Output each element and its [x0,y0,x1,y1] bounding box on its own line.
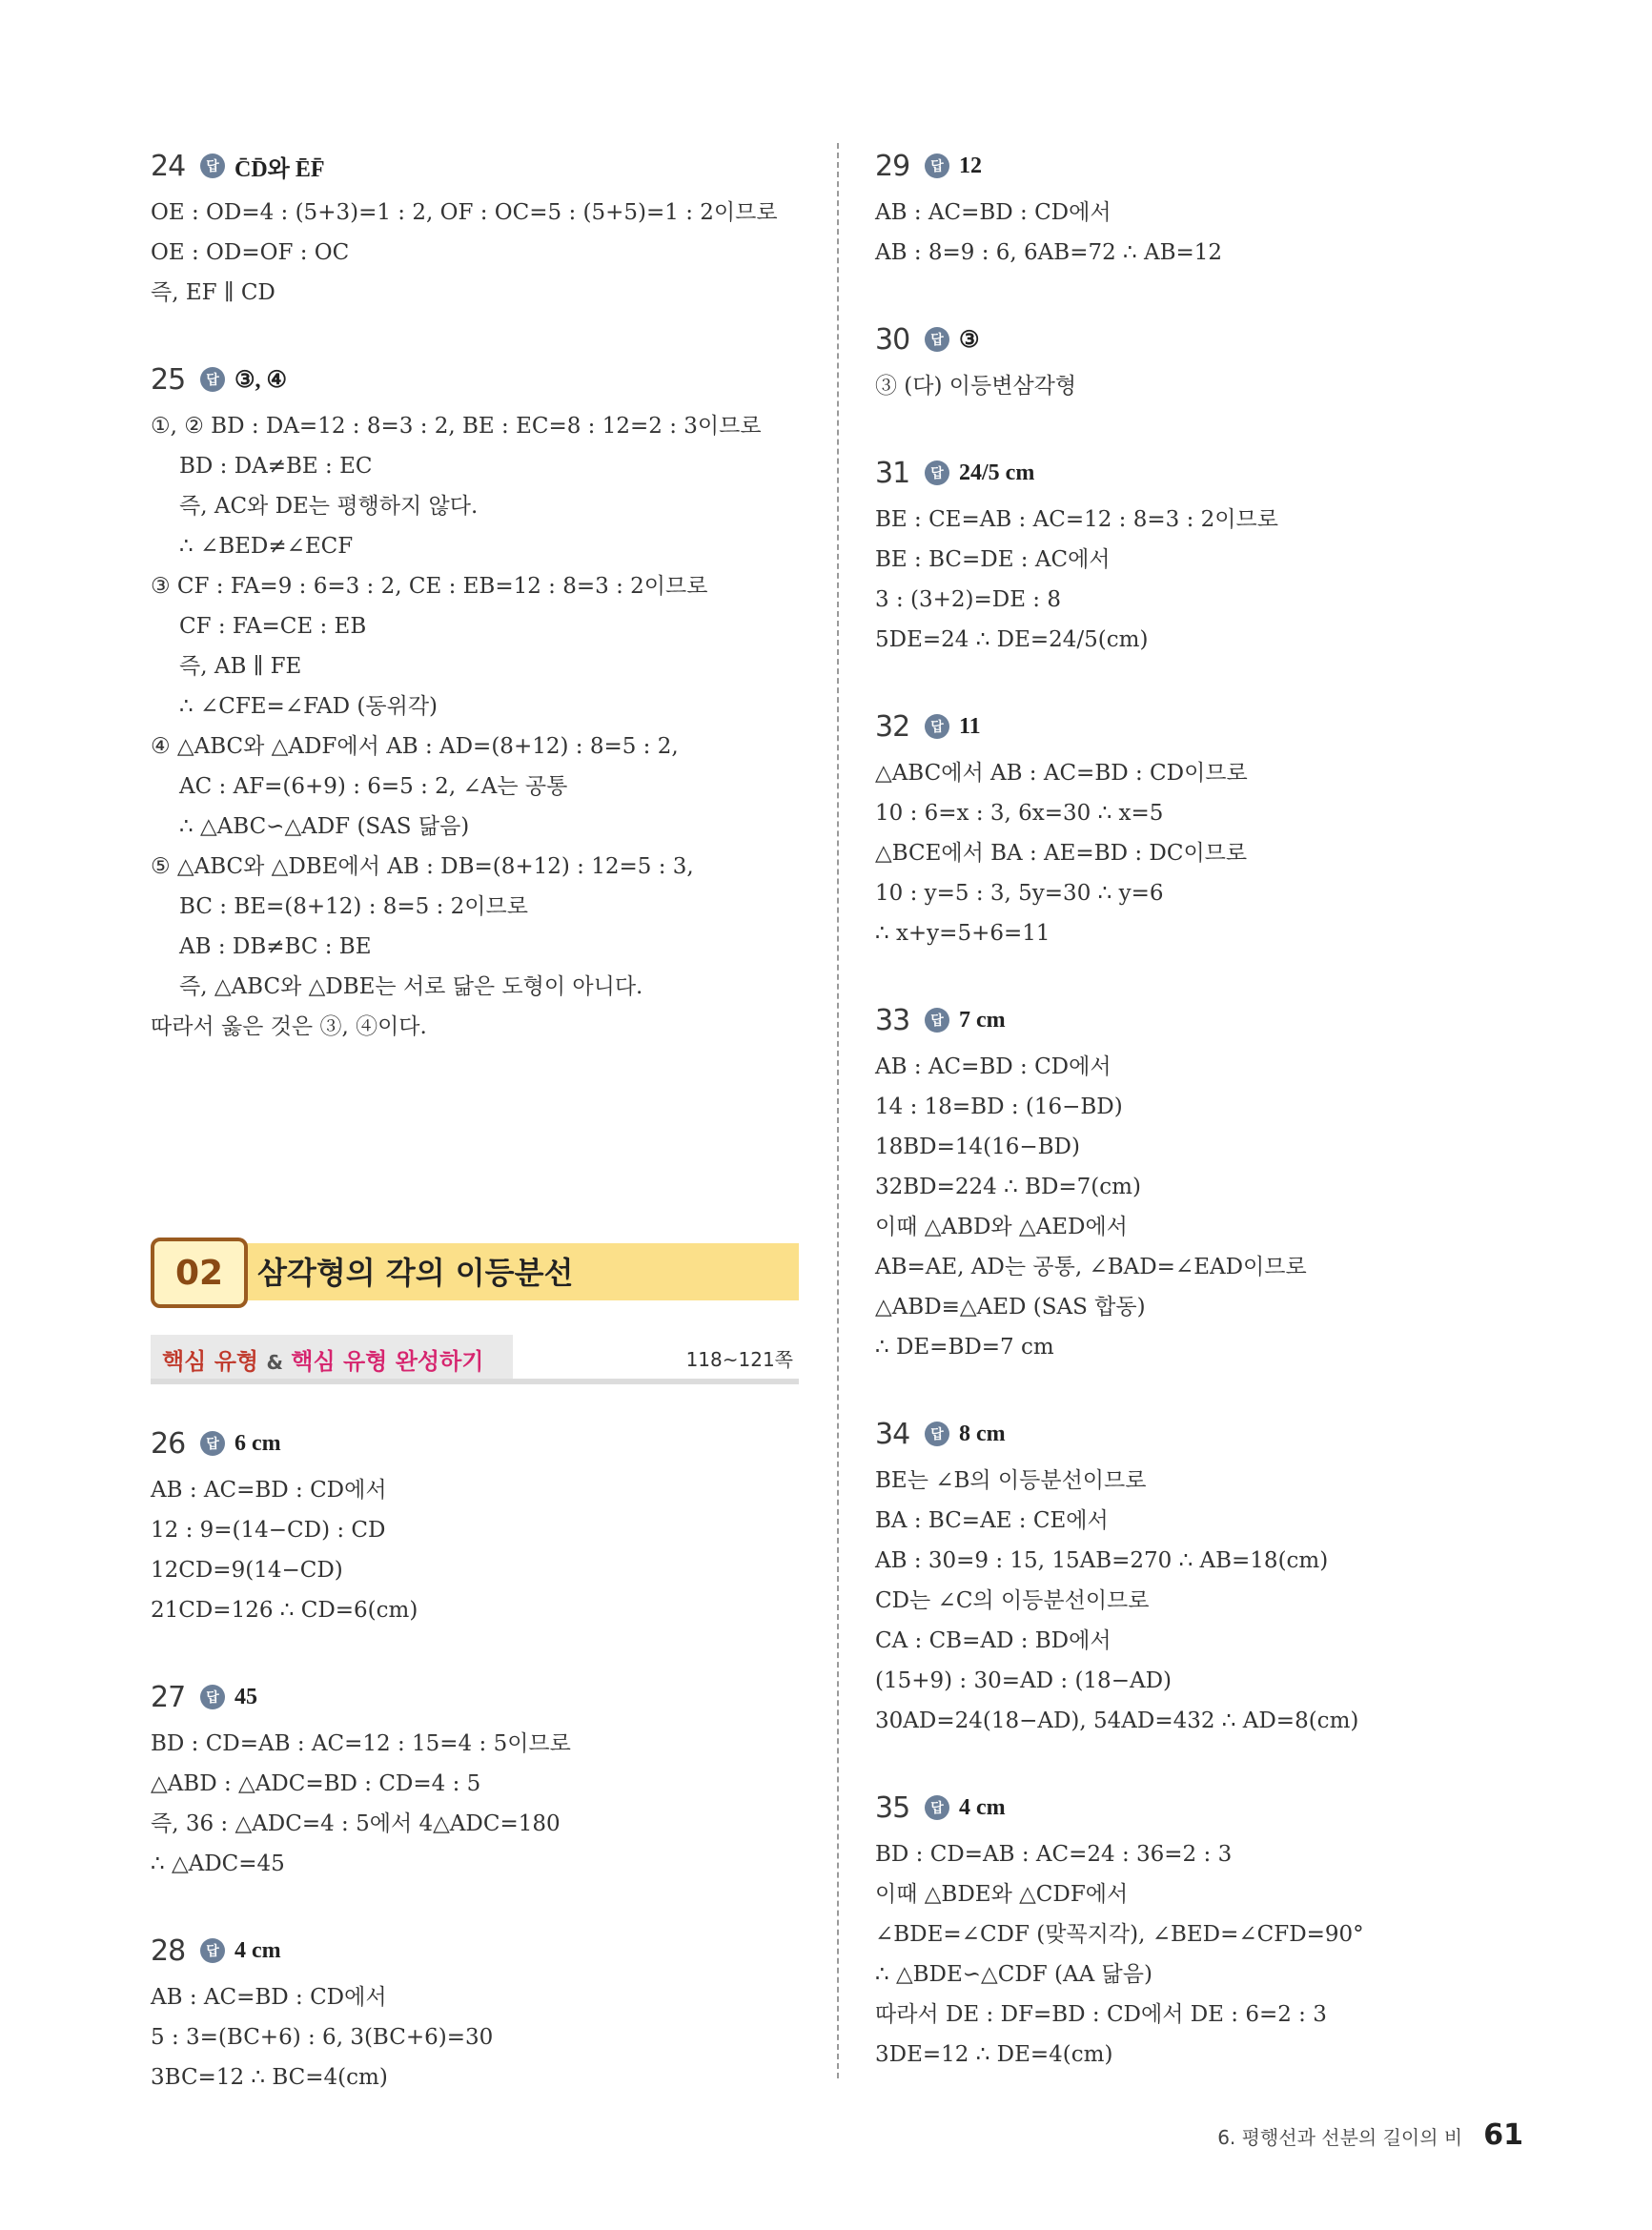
answer-badge-icon: 답 [925,327,949,352]
solution-line: CA : CB=AD : BD에서 [875,1628,1112,1653]
solution-line: ∴ x+y=5+6=11 [875,921,1050,946]
solution-line: 21CD=126 ∴ CD=6(cm) [151,1598,418,1623]
solution-line: ∴ DE=BD=7 cm [875,1335,1054,1360]
problem-number: 28 [151,1933,186,1968]
answer-text: C̄D̄와 ĒF̄ [235,156,325,182]
problem-header [151,1674,799,1720]
solution-line: ∠BDE=∠CDF (맞꼭지각), ∠BED=∠CFD=90° [875,1922,1364,1947]
answer-badge-icon: 답 [200,1685,225,1709]
solution-line: ∴ ∠BED≠∠ECF [179,534,354,559]
problem-number: 34 [875,1417,910,1451]
problem-number: 35 [875,1790,910,1825]
problem-number: 26 [151,1426,186,1461]
subsection-tab-label [162,1342,483,1376]
solution-line: AB : 8=9 : 6, 6AB=72 ∴ AB=12 [875,240,1223,265]
solution-line: OE : OD=OF : OC [151,240,350,265]
solution-line: 10 : y=5 : 3, 5y=30 ∴ y=6 [875,881,1164,906]
solution-line: 즉, △ABC와 △DBE는 서로 닮은 도형이 아니다. [179,974,643,999]
answer-text: ③, ④ [235,367,288,393]
solution-line: 따라서 DE : DF=BD : CD에서 DE : 6=2 : 3 [875,2002,1327,2027]
problem-header [875,450,1542,496]
solution-line: 12 : 9=(14−CD) : CD [151,1518,386,1543]
answer-text: 4 cm [235,1937,281,1963]
answer-badge-icon: 답 [200,1431,225,1456]
solution-line: △BCE에서 BA : AE=BD : DC이므로 [875,841,1248,866]
problem-header [151,1928,799,1974]
problem-header [151,1421,799,1466]
solution-line: OE : OD=4 : (5+3)=1 : 2, OF : OC=5 : (5+5)=1 : 2이므로 [151,200,778,225]
answer-badge-icon: 답 [200,367,225,392]
problem-number: 25 [151,362,186,397]
solution-line: 10 : 6=x : 3, 6x=30 ∴ x=5 [875,801,1164,826]
solution-line: 이때 △ABD와 △AED에서 [875,1215,1128,1239]
solution-line: ①, ② BD : DA=12 : 8=3 : 2, BE : EC=8 : 12=2 : 3이므로 [151,414,762,439]
solution-line: AC : AF=(6+9) : 6=5 : 2, ∠A는 공통 [179,774,568,799]
solution-line: 3DE=12 ∴ DE=4(cm) [875,2042,1113,2067]
solution-line: AB : AC=BD : CD에서 [151,1985,387,2010]
answer-text: 4 cm [959,1794,1006,1820]
solution-line: BE : CE=AB : AC=12 : 8=3 : 2이므로 [875,507,1278,532]
problem-header [875,143,1542,189]
solution-line: 12CD=9(14−CD) [151,1558,343,1583]
problem-list-2 [151,1421,799,2097]
answer-badge-icon: 답 [925,153,949,178]
problem-35 [875,1785,1542,2075]
problem-number: 24 [151,149,186,183]
solution-line: 5 : 3=(BC+6) : 6, 3(BC+6)=30 [151,2025,494,2050]
problem-number: 30 [875,322,910,357]
solution-line: ③ (다) 이등변삼각형 [875,374,1077,399]
solution-line: 5DE=24 ∴ DE=24/5(cm) [875,627,1149,652]
problem-27 [151,1674,799,1884]
solution-line: 32BD=224 ∴ BD=7(cm) [875,1175,1141,1199]
problem-number: 27 [151,1680,186,1714]
answer-text: 6 cm [235,1430,281,1456]
solution-line: CF : FA=CE : EB [179,614,367,639]
page-number: 61 [1483,2118,1523,2152]
problem-header [875,1785,1542,1831]
solution-line: AB : AC=BD : CD에서 [151,1478,387,1503]
problem-list-1 [151,143,799,1047]
section-header [151,1238,799,1306]
page-footer [1217,2118,1523,2152]
solution-line: ⑤ △ABC와 △DBE에서 AB : DB=(8+12) : 12=5 : 3, [151,854,694,879]
solution-line: ∴ △ABC∽△ADF (SAS 닮음) [179,814,470,839]
solution-line: BE는 ∠B의 이등분선이므로 [875,1468,1147,1493]
answer-badge-icon: 답 [925,460,949,485]
answer-text: ③ [959,327,980,353]
solution-line: 30AD=24(18−AD), 54AD=432 ∴ AD=8(cm) [875,1708,1359,1733]
solution-line: ③ CF : FA=9 : 6=3 : 2, CE : EB=12 : 8=3 : 2이므로 [151,574,708,599]
solution-line: 3 : (3+2)=DE : 8 [875,587,1061,612]
solution-line: BD : CD=AB : AC=12 : 15=4 : 5이므로 [151,1731,571,1756]
answer-text: 45 [235,1684,257,1709]
problem-34 [875,1411,1542,1741]
solution-line: CD는 ∠C의 이등분선이므로 [875,1588,1150,1613]
solution-line: 3BC=12 ∴ BC=4(cm) [151,2065,388,2090]
problem-list-3 [875,143,1542,2075]
problem-header [875,997,1542,1043]
solution-line: △ABC에서 AB : AC=BD : CD이므로 [875,761,1248,786]
solution-line: 18BD=14(16−BD) [875,1135,1080,1159]
answer-badge-icon: 답 [200,1938,225,1963]
answer-text: 11 [959,713,981,739]
solution-line: BE : BC=DE : AC에서 [875,547,1111,572]
answer-text: 24/5 cm [959,460,1035,485]
problem-29 [875,143,1542,273]
answer-text: 12 [959,153,982,178]
solution-line: 이때 △BDE와 △CDF에서 [875,1882,1129,1907]
problem-24 [151,143,799,313]
solution-line: 즉, AB ∥ FE [179,654,302,679]
problem-28 [151,1928,799,2097]
solution-line: 즉, AC와 DE는 평행하지 않다. [179,494,479,519]
solution-line: AB : AC=BD : CD에서 [875,1054,1112,1079]
problem-number: 31 [875,456,910,490]
solution-line: BA : BC=AE : CE에서 [875,1508,1109,1533]
solution-line: AB=AE, AD는 공통, ∠BAD=∠EAD이므로 [875,1255,1307,1279]
problem-header [875,317,1542,362]
answer-badge-icon: 답 [925,1422,949,1446]
problem-number: 32 [875,709,910,744]
solution-line: 즉, EF ∥ CD [151,280,275,305]
problem-33 [875,997,1542,1367]
problem-32 [875,704,1542,953]
solution-line: △ABD : △ADC=BD : CD=4 : 5 [151,1771,481,1796]
problem-header [151,357,799,402]
solution-line: ④ △ABC와 △ADF에서 AB : AD=(8+12) : 8=5 : 2, [151,734,679,759]
tab-label-complete: 핵심 유형 완성하기 [291,1348,484,1375]
chapter-title: 6. 평행선과 선분의 길이의 비 [1217,2126,1463,2149]
answer-badge-icon: 답 [925,714,949,739]
problem-number: 33 [875,1003,910,1037]
solution-line: AB : DB≠BC : BE [179,934,372,959]
page-range: 118~121쪽 [685,1348,793,1371]
solution-line: BD : DA≠BE : EC [179,454,373,479]
answer-text: 8 cm [959,1421,1006,1446]
solution-line: 14 : 18=BD : (16−BD) [875,1095,1123,1119]
answer-badge-icon: 답 [925,1795,949,1820]
solution-line: ∴ ∠CFE=∠FAD (동위각) [179,694,438,719]
problem-30 [875,317,1542,406]
section-title: 삼각형의 각의 이등분선 [257,1255,574,1291]
problem-header [151,143,799,189]
solution-line: △ABD≡△AED (SAS 합동) [875,1295,1146,1320]
solution-line: 따라서 옳은 것은 ③, ④이다. [151,1014,427,1039]
solution-line: 즉, 36 : △ADC=4 : 5에서 4△ADC=180 [151,1811,561,1836]
solution-line: AB : AC=BD : CD에서 [875,200,1112,225]
solution-line: ∴ △ADC=45 [151,1852,285,1876]
solution-line: ∴ △BDE∽△CDF (AA 닮음) [875,1962,1152,1987]
problem-25 [151,357,799,1047]
solution-line: (15+9) : 30=AD : (18−AD) [875,1668,1172,1693]
answer-text: 7 cm [959,1007,1006,1033]
subsection-header [151,1335,799,1384]
tab-label-core-type: 핵심 유형 [162,1348,259,1375]
left-column [151,143,799,2141]
tab-label-ampersand: & [266,1351,283,1374]
problem-31 [875,450,1542,660]
answer-badge-icon: 답 [925,1008,949,1033]
problem-26 [151,1421,799,1630]
problem-number: 29 [875,149,910,183]
section-number: 02 [151,1238,248,1308]
answer-badge-icon: 답 [200,153,225,178]
problem-header [875,1411,1542,1457]
solution-line: AB : 30=9 : 15, 15AB=270 ∴ AB=18(cm) [875,1548,1329,1573]
problem-header [875,704,1542,749]
solution-line: BC : BE=(8+12) : 8=5 : 2이므로 [179,894,528,919]
solution-line: BD : CD=AB : AC=24 : 36=2 : 3 [875,1842,1233,1867]
column-divider [837,143,839,2078]
right-column [875,143,1542,2118]
